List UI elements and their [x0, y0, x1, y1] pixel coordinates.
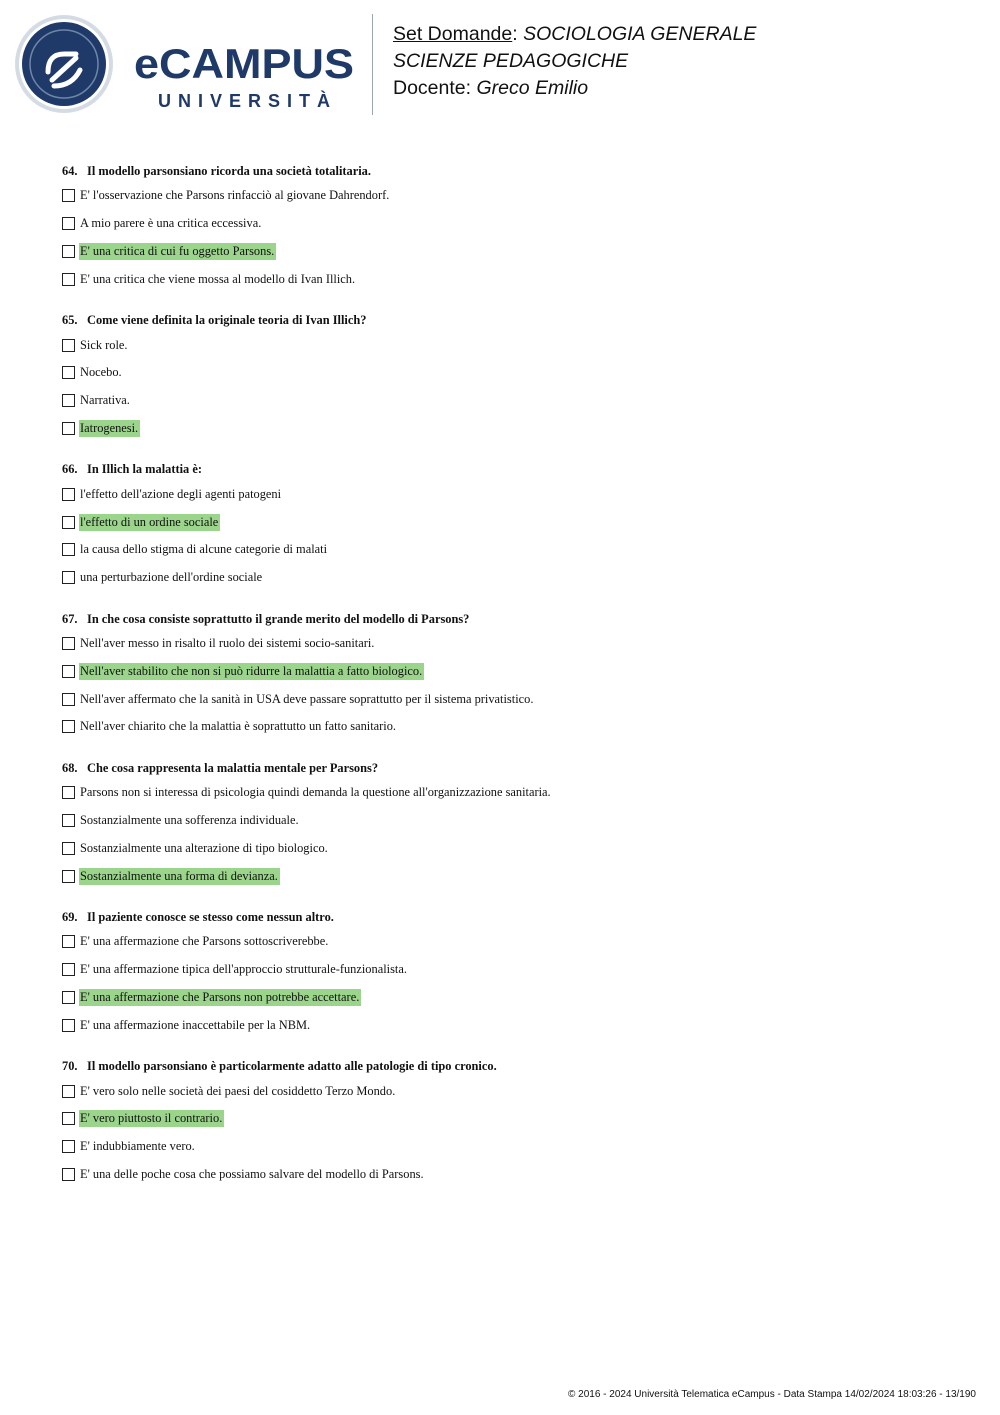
- answer-option[interactable]: [62, 182, 962, 210]
- question-number: 66.: [62, 462, 78, 477]
- checkbox-icon[interactable]: [62, 543, 75, 556]
- question-list: [62, 160, 962, 1204]
- answer-text: E' l'osservazione che Parsons rinfacciò al giovane Dahrendorf.: [80, 188, 390, 203]
- answer-option[interactable]: [62, 1077, 962, 1105]
- answer-option[interactable]: [62, 387, 962, 415]
- question-text: In Illich la malattia è:: [87, 462, 202, 477]
- answer-text: l'effetto dell'azione degli agenti patogeni: [80, 486, 282, 501]
- checkbox-icon[interactable]: [62, 720, 75, 733]
- answer-text: E' vero solo nelle società dei paesi del cosiddetto Terzo Mondo.: [80, 1083, 396, 1098]
- question-title: [62, 906, 962, 928]
- answer-option[interactable]: [62, 331, 962, 359]
- checkbox-icon[interactable]: [62, 870, 75, 883]
- answer-text: E' vero piuttosto il contrario.: [80, 1111, 223, 1126]
- answer-option[interactable]: [62, 685, 962, 713]
- answer-text: Nell'aver stabilito che non si può ridurre la malattia a fatto biologico.: [80, 663, 423, 678]
- answer-text: A mio parere è una critica eccessiva.: [80, 216, 262, 231]
- answer-text: Narrativa.: [80, 393, 130, 408]
- checkbox-icon[interactable]: [62, 217, 75, 230]
- answer-text: Nell'aver messo in risalto il ruolo dei sistemi socio-sanitari.: [80, 635, 375, 650]
- question-block: [62, 906, 962, 1039]
- checkbox-icon[interactable]: [62, 963, 75, 976]
- checkbox-icon[interactable]: [62, 842, 75, 855]
- question-title: [62, 309, 962, 331]
- checkbox-icon[interactable]: [62, 488, 75, 501]
- checkbox-icon[interactable]: [62, 1019, 75, 1032]
- page-header: [0, 0, 1000, 130]
- question-text: Il modello parsonsiano ricorda una società totalitaria.: [87, 164, 371, 178]
- answer-option[interactable]: [62, 630, 962, 658]
- question-title: [62, 1055, 962, 1077]
- question-block: [62, 458, 962, 591]
- answer-option[interactable]: [62, 480, 962, 508]
- answer-option[interactable]: [62, 1011, 962, 1039]
- question-text: Come viene definita la originale teoria di Ivan Illich?: [87, 313, 367, 328]
- answer-text: Sostanzialmente una forma di devianza.: [80, 868, 278, 883]
- answer-text: Sick role.: [80, 337, 128, 352]
- question-block: [62, 160, 962, 293]
- checkbox-icon[interactable]: [62, 273, 75, 286]
- answer-option[interactable]: [62, 713, 962, 741]
- question-block: [62, 309, 962, 442]
- question-number: 65.: [62, 313, 78, 328]
- answer-option[interactable]: [62, 210, 962, 238]
- header-info: [393, 21, 756, 102]
- answer-text: la causa dello stigma di alcune categorie di malati: [80, 542, 328, 557]
- question-number: 67.: [62, 611, 78, 626]
- page-footer: © 2016 - 2024 Università Telematica eCampus - Data Stampa 14/02/2024 18:03:26 - 13/190: [568, 1389, 976, 1400]
- checkbox-icon[interactable]: [62, 339, 75, 352]
- checkbox-icon[interactable]: [62, 1112, 75, 1125]
- subject-title: SOCIOLOGIA GENERALE: [523, 23, 757, 45]
- answer-text: E' una affermazione che Parsons sottoscriverebbe.: [80, 934, 329, 949]
- answer-text: E' una affermazione tipica dell'approccio strutturale-funzionalista.: [80, 962, 407, 977]
- answer-option[interactable]: [62, 1133, 962, 1161]
- ecampus-seal-logo: [14, 14, 114, 114]
- answer-option[interactable]: [62, 1161, 962, 1189]
- question-number: 68.: [62, 760, 78, 775]
- checkbox-icon[interactable]: [62, 693, 75, 706]
- answer-text: Iatrogenesi.: [80, 420, 139, 435]
- checkbox-icon[interactable]: [62, 1085, 75, 1098]
- checkbox-icon[interactable]: [62, 665, 75, 678]
- teacher-line: Docente: Greco Emilio: [393, 77, 589, 99]
- question-block: [62, 757, 962, 890]
- checkbox-icon[interactable]: [62, 935, 75, 948]
- question-text: Il modello parsonsiano è particolarmente adatto alle patologie di tipo cronico.: [87, 1059, 497, 1074]
- question-block: [62, 608, 962, 741]
- question-title: [62, 757, 962, 779]
- answer-option-correct[interactable]: [62, 657, 962, 685]
- answer-text: l'effetto di un ordine sociale: [80, 514, 219, 529]
- question-title: [62, 160, 962, 182]
- question-text: Che cosa rappresenta la malattia mentale per Parsons?: [87, 760, 379, 775]
- answer-text: Nocebo.: [80, 365, 122, 380]
- answer-text: Sostanzialmente una sofferenza individuale.: [80, 812, 299, 827]
- answer-text: E' una critica di cui fu oggetto Parsons.: [80, 243, 275, 258]
- answer-option[interactable]: [62, 928, 962, 956]
- checkbox-icon[interactable]: [62, 991, 75, 1004]
- question-block: [62, 1055, 962, 1188]
- checkbox-icon[interactable]: [62, 786, 75, 799]
- answer-text: Sostanzialmente una alterazione di tipo biologico.: [80, 840, 328, 855]
- checkbox-icon[interactable]: [62, 814, 75, 827]
- teacher-name: Greco Emilio: [476, 77, 589, 99]
- set-line: Set Domande: SOCIOLOGIA GENERALE: [393, 23, 757, 45]
- checkbox-icon[interactable]: [62, 571, 75, 584]
- answer-option-correct[interactable]: [62, 415, 962, 443]
- checkbox-icon[interactable]: [62, 516, 75, 529]
- header-divider: [372, 14, 373, 115]
- set-label: Set Domande: [393, 23, 513, 45]
- answer-text: E' una affermazione che Parsons non potrebbe accettare.: [80, 989, 360, 1004]
- answer-option[interactable]: [62, 807, 962, 835]
- answer-text: E' una critica che viene mossa al modello di Ivan Illich.: [80, 271, 356, 286]
- answer-option[interactable]: [62, 956, 962, 984]
- question-text: In che cosa consiste soprattutto il grande merito del modello di Parsons?: [87, 611, 470, 626]
- answer-option[interactable]: [62, 265, 962, 293]
- question-number: 64.: [62, 164, 78, 178]
- logo-wordmark-text: eCAMPUS: [134, 44, 354, 87]
- answer-text: Nell'aver chiarito che la malattia è soprattutto un fatto sanitario.: [80, 719, 397, 734]
- answer-option[interactable]: [62, 564, 962, 592]
- answer-option[interactable]: [62, 536, 962, 564]
- question-title: [62, 608, 962, 630]
- answer-option[interactable]: [62, 779, 962, 807]
- checkbox-icon[interactable]: [62, 1140, 75, 1153]
- checkbox-icon[interactable]: [62, 245, 75, 258]
- checkbox-icon[interactable]: [62, 394, 75, 407]
- course-title: SCIENZE PEDAGOGICHE: [393, 50, 629, 72]
- checkbox-icon[interactable]: [62, 1168, 75, 1181]
- logo-subtitle-text: UNIVERSITÀ: [158, 91, 330, 111]
- checkbox-icon[interactable]: [62, 637, 75, 650]
- answer-option-correct[interactable]: [62, 984, 962, 1012]
- answer-option[interactable]: [62, 834, 962, 862]
- answer-text: E' una delle poche cosa che possiamo salvare del modello di Parsons.: [80, 1166, 424, 1181]
- answer-option[interactable]: [62, 359, 962, 387]
- question-text: Il paziente conosce se stesso come nessun altro.: [87, 909, 334, 924]
- answer-option-correct[interactable]: [62, 238, 962, 266]
- checkbox-icon[interactable]: [62, 422, 75, 435]
- question-title: [62, 458, 962, 480]
- answer-text: una perturbazione dell'ordine sociale: [80, 570, 263, 585]
- checkbox-icon[interactable]: [62, 366, 75, 379]
- answer-option-correct[interactable]: [62, 862, 962, 890]
- question-number: 69.: [62, 909, 78, 924]
- answer-text: Parsons non si interessa di psicologia quindi demanda la questione all'organizzazione sanitaria.: [80, 785, 551, 800]
- ecampus-wordmark: [134, 44, 356, 114]
- answer-text: E' indubbiamente vero.: [80, 1139, 195, 1154]
- answer-option-correct[interactable]: [62, 508, 962, 536]
- question-number: 70.: [62, 1059, 78, 1074]
- answer-text: E' una affermazione inaccettabile per la NBM.: [80, 1017, 311, 1032]
- checkbox-icon[interactable]: [62, 189, 75, 202]
- answer-option-correct[interactable]: [62, 1105, 962, 1133]
- answer-text: Nell'aver affermato che la sanità in USA deve passare soprattutto per il sistema privatistico.: [80, 691, 534, 706]
- teacher-label: Docente: [393, 77, 466, 99]
